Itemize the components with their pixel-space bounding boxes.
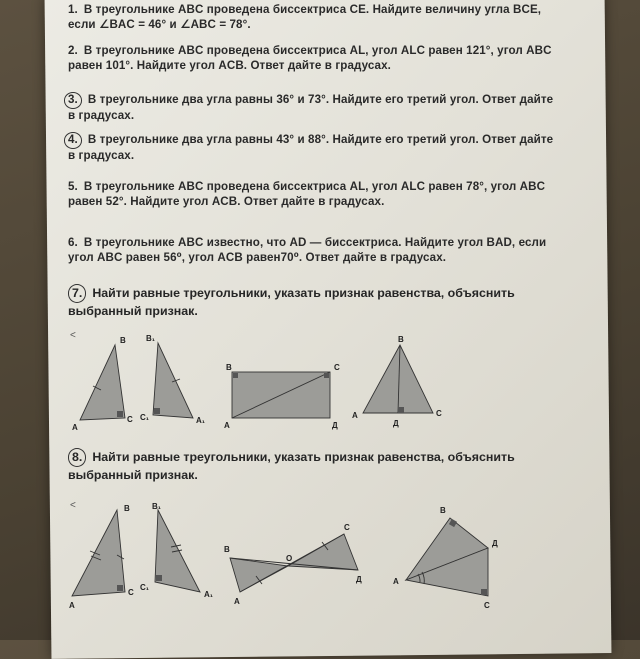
task-8 [68,448,538,483]
problem-number: 2. [68,44,78,57]
vertex-label: А [234,597,240,606]
figure-7 [60,330,460,435]
vertex-label: С [334,363,340,372]
right-angle-mark [154,408,160,414]
pen-mark: ˂ [70,330,76,341]
problem-6 [68,236,558,265]
vertex-label: В [224,545,230,554]
right-angle-mark [398,407,404,413]
vertex-label: Д [492,539,498,548]
problem-number: 4. [64,132,82,149]
problem-text: В треугольнике два угла равны 36° и 73°. Найдите его третий угол. Ответ дайте в градусах. [68,93,554,122]
fig7-triangle-a1b1c1 [153,343,193,418]
task-number: 7. [68,284,86,303]
vertex-label: С₁ [140,583,150,592]
vertex-label: В [226,363,232,372]
vertex-label: С [436,409,442,418]
vertex-label: С [484,601,490,610]
problem-number: 3. [64,92,82,109]
task-number: 8. [68,448,86,467]
problem-text: В треугольнике два угла равны 43° и 88°. Найдите его третий угол. Ответ дайте в градусах. [68,133,554,162]
vertex-label: В [398,335,404,344]
fig7-triangle-abc [80,345,125,420]
right-angle-mark [156,575,162,581]
vertex-label: А₁ [204,590,214,599]
vertex-label: С [344,523,350,532]
problem-1 [68,3,558,32]
problem-text: В треугольнике ABC проведена биссектриса AL, угол ALC равен 78°, угол ABC равен 52°. Найдите угол ACB. Ответ дайте в градусах. [68,180,546,208]
problem-text: В треугольнике ABC проведена биссектриса AL, угол ALC равен 121°, угол ABC равен 101°. Найдите угол ACB. Ответ дайте в градусах. [68,44,552,72]
vertex-label: С₁ [140,413,150,422]
vertex-label: А [72,423,78,432]
vertex-label: А [352,411,358,420]
task-text: Найти равные треугольники, указать признак равенства, объяснить выбранный признак. [68,286,515,318]
vertex-label: Д [356,575,362,584]
vertex-label: Д [332,421,338,430]
vertex-label: А [69,601,75,610]
figure-8 [60,500,500,618]
problem-5 [68,180,558,209]
pen-mark: ˂ [70,500,76,511]
vertex-label: В [440,506,446,515]
right-angle-mark [117,411,123,417]
vertex-label: Д [393,419,399,428]
problem-text: В треугольнике ABC проведена биссектриса CE. Найдите величину угла BCE, если ∠BAC = 46° и ∠ABC = 78°. [68,3,542,31]
vertex-label: А [393,577,399,586]
right-angle-mark [233,373,238,378]
vertex-label: В [120,336,126,345]
vertex-label: О [286,554,293,563]
problem-3 [68,92,558,123]
fig8-triangle-abo [230,558,288,592]
problem-text: В треугольнике ABC известно, что AD — биссектриса. Найдите угол BAD, если угол ABC равен 56⁰, угол ACB равен70⁰. Ответ дайте в градусах. [68,236,547,264]
vertex-label: В₁ [152,502,162,511]
fig8-triangle-abc [72,510,125,596]
task-7 [68,284,538,319]
right-angle-mark [117,585,123,591]
task-text: Найти равные треугольники, указать признак равенства, объяснить выбранный признак. [68,450,515,482]
right-angle-mark [481,589,487,595]
problem-number: 5. [68,180,78,193]
problem-2 [68,44,558,73]
problem-4 [68,132,558,163]
right-angle-mark [324,373,329,378]
vertex-label: В₁ [146,334,156,343]
vertex-label: С [127,415,133,424]
vertex-label: А [224,421,230,430]
problem-number: 1. [68,3,78,16]
vertex-label: А₁ [196,416,206,425]
problem-number: 6. [68,236,78,249]
vertex-label: В [124,504,130,513]
vertex-label: С [128,588,134,597]
